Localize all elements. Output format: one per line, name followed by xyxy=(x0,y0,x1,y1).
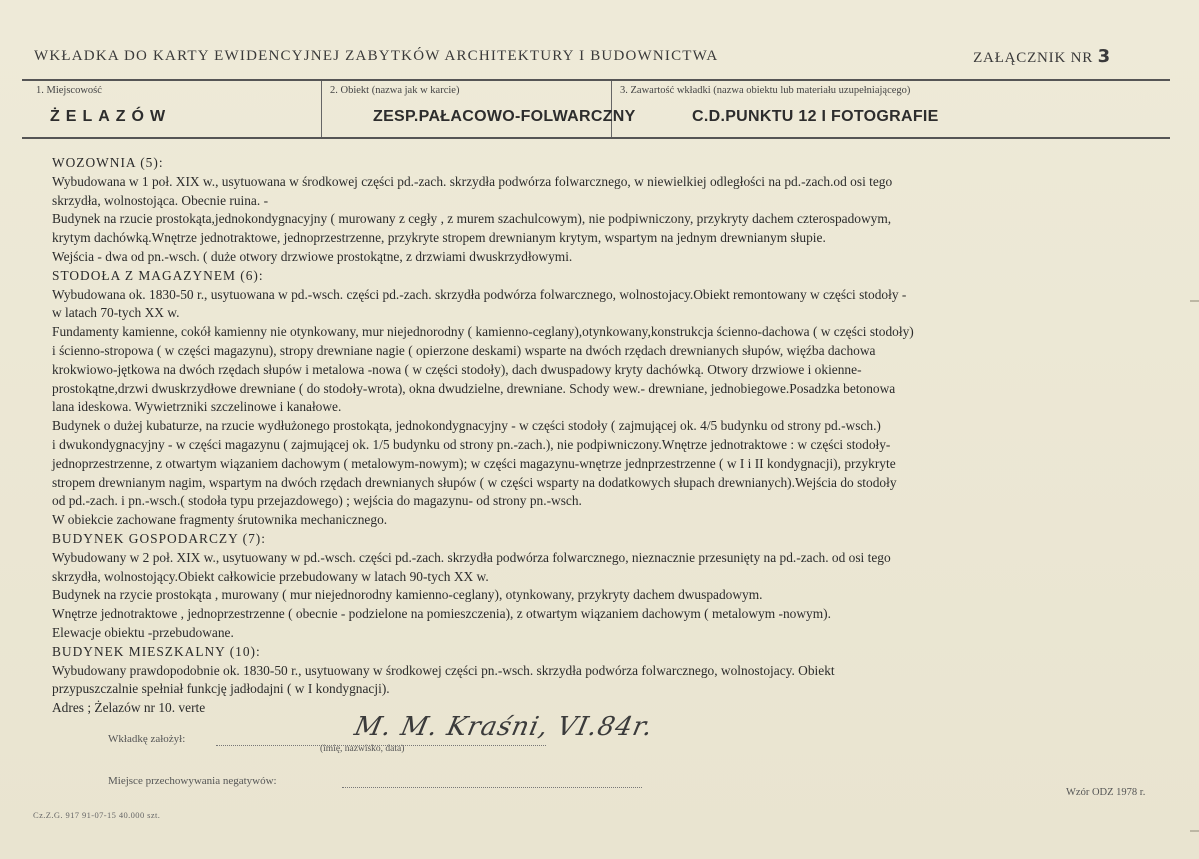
description-text xyxy=(52,154,1132,718)
text-line: skrzydła, wolnostojąca. Obecnie ruina. - xyxy=(52,192,269,208)
text-line: prostokątne,drzwi dwuskrzydłowe drewniane ( do stodoły-wrota), okna dwudzielne, drewniane. Schody wew.- drewniane, jednobiegowe.Posadzka betonowa xyxy=(52,380,896,396)
text-line: Budynek na rzycie prostokąta , murowany ( mur niejednorodny kamienno-ceglany), otynkowany, przykryty dachem dwuspadowym. xyxy=(52,587,763,603)
margin-tick xyxy=(1190,830,1199,832)
text-line: i ścienno-stropowa ( w części magazynu), stropy drewniane nagie ( opierzone deskami) wsparte na dwóch rzędach drewnianych słupów, więźba dachowa xyxy=(52,342,876,358)
text-line: Wybudowana ok. 1830-50 r., usytuowana w pd.-wsch. części pd.-zach. skrzydła podwórza folwarcznego, wolnostojacy.Obiekt remontowany w części stodoły - xyxy=(52,286,907,302)
text-line: Budynek o dużej kubaturze, na rzucie wydłużonego prostokąta, jednokondygnacyjny - w części stodoły ( zajmującej ok. 4/5 budynku od strony pd.-wsch.) xyxy=(52,418,881,434)
text-line: jednoprzestrzenne, z otwartym wiązaniem dachowym ( metalowym-nowym); w części magazynu-wnętrze jednprzestrzenne ( w I i II kondygnacji), przykryte xyxy=(52,455,896,471)
field-value-contents: C.D.PUNKTU 12 I FOTOGRAFIE xyxy=(692,108,939,125)
negatives-line xyxy=(342,786,642,788)
print-info: Cz.Z.G. 917 91-07-15 40.000 szt. xyxy=(33,810,161,820)
text-line: przypuszczalnie spełniał funkcję jadłodajni ( w I kondygnacji). xyxy=(52,681,390,697)
text-line: BUDYNEK GOSPODARCZY (7): xyxy=(52,530,266,546)
text-line: STODOŁA Z MAGAZYNEM (6): xyxy=(52,267,264,283)
text-line: Adres ; Żelazów nr 10. verte xyxy=(52,700,206,716)
text-line: od pd.-zach. i pn.-wsch.( stodoła typu przejazdowego) ; wejścia do magazynu- od strony pn.-wsch. xyxy=(52,493,582,509)
field-value-object: ZESP.PAŁACOWO-FOLWARCZNY xyxy=(373,108,636,125)
text-line: Budynek na rzucie prostokąta,jednokondygnacyjny ( murowany z cegły , z murem szachulcowym), nie podpiwniczony, przykryty dachem czterospadowym, xyxy=(52,211,892,227)
text-line: Wybudowany w 2 poł. XIX w., usytuowany w pd.-wsch. części pd.-zach. skrzydła podwórza folwarcznego, nieznacznie przesunięty na pd.-zach. od osi tego xyxy=(52,549,891,565)
text-line: w latach 70-tych XX w. xyxy=(52,305,180,321)
form-model-mark: Wzór ODZ 1978 r. xyxy=(1066,787,1146,798)
text-line: i dwukondygnacyjny - w części magazynu ( zajmującej ok. 1/5 budynku od strony pn.-zach.), nie podpiwniczony.Wnętrze jednotraktowe : w części stodoły- xyxy=(52,436,891,452)
text-line: Wybudowana w 1 poł. XIX w., usytuowana w środkowej części pd.-zach. skrzydła podwórza folwarcznego, w niewielkiej odległości na pd.-zach.od osi tego xyxy=(52,173,893,189)
text-line: lana ideskowa. Wywietrzniki szczelinowe i kanałowe. xyxy=(52,399,342,415)
field-label-object: 2. Obiekt (nazwa jak w karcie) xyxy=(330,85,460,96)
annex-number: 3 xyxy=(1097,46,1111,67)
fields-rule xyxy=(22,137,1170,139)
field-divider xyxy=(321,81,322,137)
text-line: stropem drewnianym nagim, wspartym na dwóch rzędach drewnianych słupów ( w części wsparty na dodatkowych słupach drewnianych).Wejścia do stodoły xyxy=(52,474,897,490)
header-rule xyxy=(22,79,1170,81)
text-line: Elewacje obiektu -przebudowane. xyxy=(52,624,234,640)
text-line: Wybudowany prawdopodobnie ok. 1830-50 r., usytuowany w środkowej części pn.-wsch. skrzydła podwórza folwarcznego, wolnostojacy. Obiekt xyxy=(52,662,835,678)
text-line: WOZOWNIA (5): xyxy=(52,155,164,170)
text-line: W obiekcie zachowane fragmenty śrutownika mechanicznego. xyxy=(52,512,388,528)
text-line: skrzydła, wolnostojący.Obiekt całkowicie przebudowany w latach 90-tych XX w. xyxy=(52,568,489,584)
field-label-locality: 1. Miejscowość xyxy=(36,85,102,96)
text-line: Fundamenty kamienne, cokół kamienny nie otynkowany, mur niejednorodny ( kamienno-ceglany),otynkowany,konstrukcja ścienno-dachowa ( w części stodoły) xyxy=(52,324,914,340)
field-label-contents: 3. Zawartość wkładki (nazwa obiektu lub materiału uzupełniającego) xyxy=(620,85,911,96)
text-line: Wnętrze jednotraktowe , jednoprzestrzenne ( obecnie - podzielone na pomieszczenia), z otwartym wiązaniem dachowym ( metalowym -nowym). xyxy=(52,606,831,622)
annex-label-text: ZAŁĄCZNIK NR xyxy=(973,50,1094,66)
text-line: BUDYNEK MIESZKALNY (10): xyxy=(52,643,261,659)
form-title: WKŁADKA DO KARTY EWIDENCYJNEJ ZABYTKÓW ARCHITEKTURY I BUDOWNICTWA xyxy=(34,48,719,64)
margin-tick xyxy=(1190,300,1199,302)
signature-hint: (imię, nazwisko, data) xyxy=(320,744,405,754)
text-line: krytym dachówką.Wnętrze jednotraktowe, jednoprzestrzenne, przykryte stropem drewnianym krytym, wspartym na jednym drewnianym słupie. xyxy=(52,230,826,246)
text-line: krokwiowo-jętkowa na dwóch rzędach słupów i metalowa -nowa ( w części stodoły), dach dwuspadowy kryty dachówką. Otwory drzwiowe i okienne- xyxy=(52,361,862,377)
negatives-location-label: Miejsce przechowywania negatywów: xyxy=(108,775,277,787)
annex-label xyxy=(973,46,1111,67)
insert-author-label: Wkładkę założył: xyxy=(108,733,186,745)
text-line: Wejścia - dwa od pn.-wsch. ( duże otwory drzwiowe prostokątne, z drzwiami dwuskrzydłowymi. xyxy=(52,248,573,264)
handwritten-signature: M. M. Kraśni, VI.84r. xyxy=(351,712,657,742)
field-value-locality: ŻELAZÓW xyxy=(50,108,172,125)
